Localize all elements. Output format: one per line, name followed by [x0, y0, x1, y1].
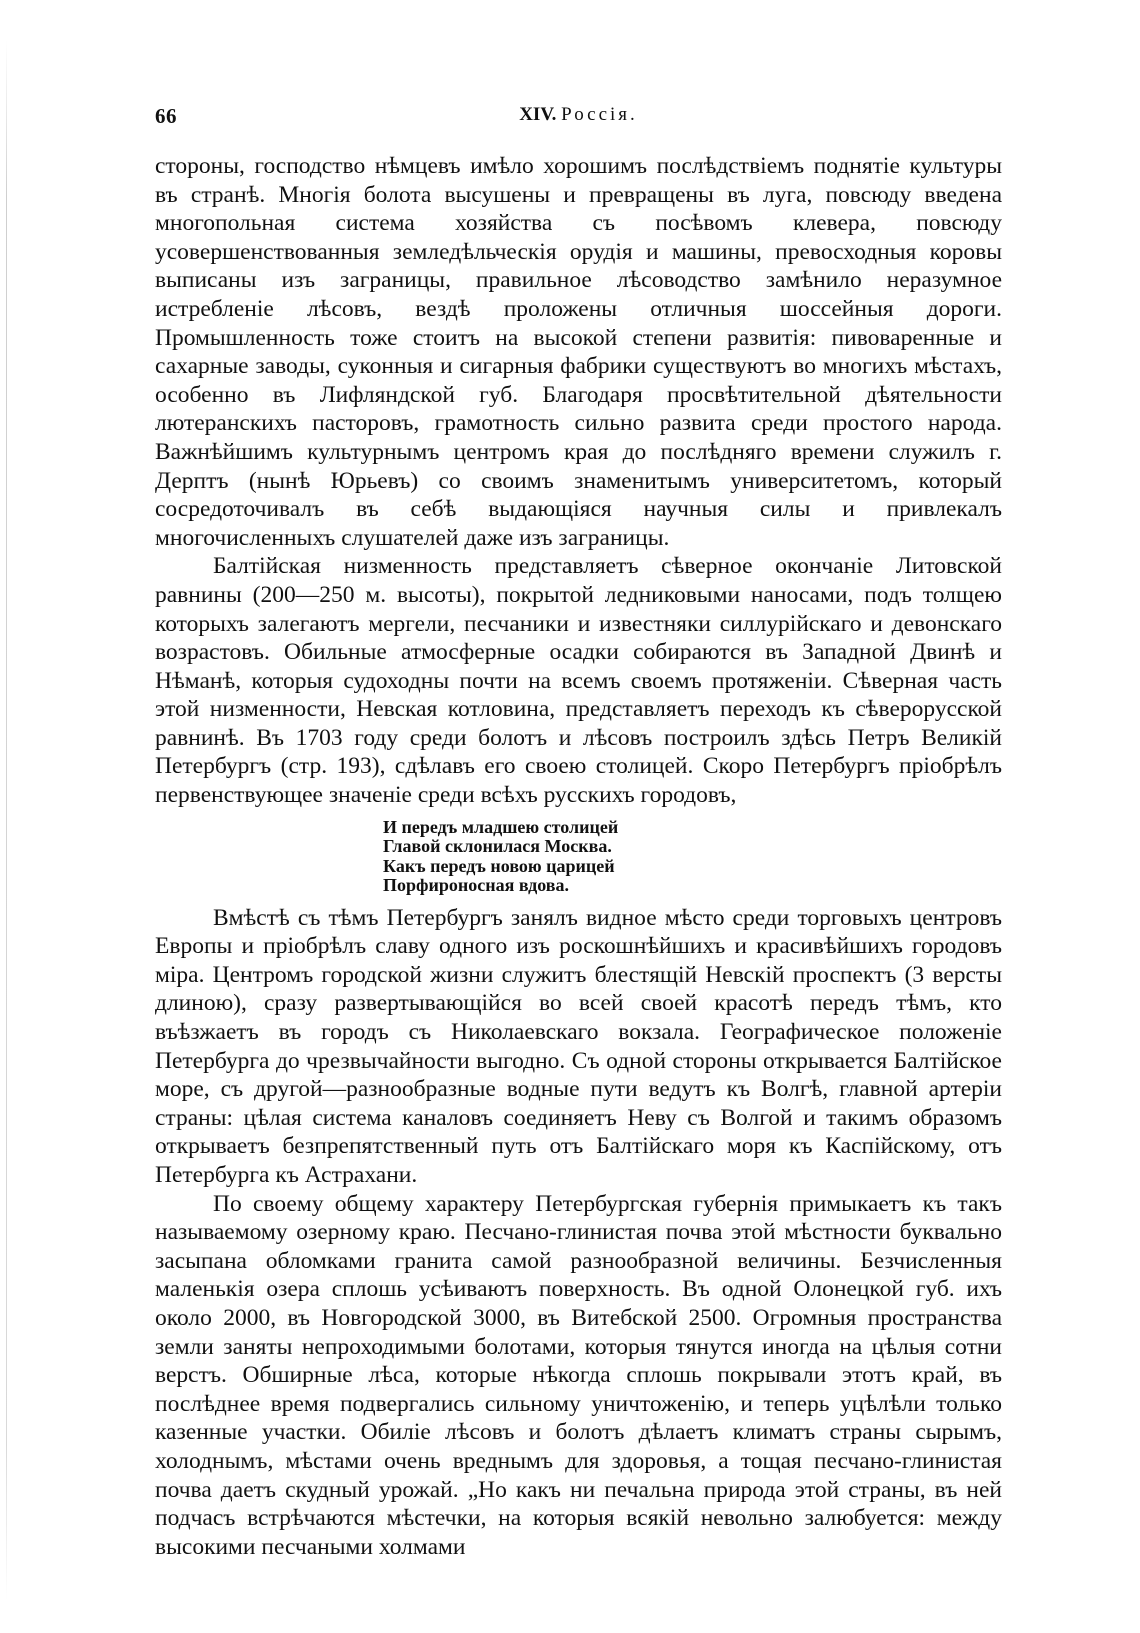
verse-line: Какъ передъ новою царицей: [383, 855, 615, 876]
paragraph-3: Вмѣстѣ съ тѣмъ Петербургъ занялъ видное мѣсто среди торговыхъ центровъ Европы и пріобрѣлъ славу одного изъ роскошнѣйшихъ и красивѣйшихъ городовъ міра. Центромъ городской жизни служитъ блестящій Невскій проспектъ (3 версты длиною), сразу развертывающійся во всей своей красотѣ передъ тѣмъ, кто въѣзжаетъ въ городъ съ Николаевскаго вокзала. Географическое положеніе Петербурга до чрезвычайности выгодно. Съ одной стороны открывается Балтійское море, съ другой—разнообразные водные пути ведутъ къ Волгѣ, главной артеріи страны: цѣлая система каналовъ соединяетъ Неву съ Волгой и такимъ образомъ открываетъ безпрепятственный путь отъ Балтійскаго моря къ Каспійскому, отъ Петербурга къ Астрахани.: [155, 904, 1002, 1188]
paragraph-2: Балтійская низменность представляетъ сѣверное окончаніе Литовской равнины (200—250 м. высоты), покрытой ледниковыми наносами, подъ толщею которыхъ залегаютъ мергели, песчаники и известняки силлурійскаго и девонскаго возрастовъ. Обильные атмосферные осадки собираются въ Западной Двинѣ и Нѣманѣ, которыя судоходны почти на всемъ своемъ протяженіи. Сѣверная часть этой низменности, Невская котловина, представляетъ переходъ къ сѣверорусской равнинѣ. Въ 1703 году среди болотъ и лѣсовъ построилъ здѣсь Петръ Великій Петербургъ (стр. 193), сдѣлавъ его своею столицей. Скоро Петербургъ пріобрѣлъ первенствующее значеніе среди всѣхъ русскихъ городовъ,: [155, 553, 1002, 809]
verse-line: Главой склонилася Москва.: [383, 836, 612, 857]
paragraph-4: По своему общему характеру Петербургская губернія примыкаетъ къ такъ называемому озерному краю. Песчано-глинистая почва этой мѣстности буквально засыпана обломками гранита самой разнообразной величины. Безчисленныя маленькія озера сплошь усѣиваютъ поверхность. Въ одной Олонецкой губ. ихъ около 2000, въ Новгородской 3000, въ Витебской 2500. Огромныя пространства земли заняты непроходимыми болотами, которыя тянутся иногда на цѣлыя сотни верстъ. Обширные лѣса, которые нѣкогда сплошь покрывали этотъ край, въ послѣднее время подвергались сильному уничтоженію, и теперь уцѣлѣли только казенные участки. Обиліе лѣсовъ и болотъ дѣлаетъ климатъ страны сырымъ, холоднымъ, мѣстами очень вреднымъ для здоровья, а тощая песчано-глинистая почва даетъ скудный урожай. „Но какъ ни печальна природа этой страны, въ ней подчасъ встрѣчаются мѣстечки, на которыя всякій невольно залюбуется: между высокими песчаными холмами: [155, 1190, 1002, 1560]
verse-line: Порфироносная вдова.: [383, 875, 569, 896]
running-head: [155, 104, 1002, 126]
scan-edge-mark: [6, 40, 7, 1600]
verse-line: И передъ младшею столицей: [383, 816, 619, 837]
section-number: XIV.: [519, 104, 557, 125]
body-text: [155, 152, 1002, 1561]
chapter-title: Россія.: [561, 104, 638, 125]
page-number: 66: [155, 104, 177, 128]
verse-quote: [383, 818, 1002, 896]
paragraph-1: стороны, господство нѣмцевъ имѣло хорошимъ послѣдствіемъ поднятіе культуры въ странѣ. Многія болота высушены и превращены въ луга, повсюду введена многопольная система хозяйства съ посѣвомъ клевера, повсюду усовершенствованныя земледѣльческія орудія и машины, превосходныя коровы выписаны изъ заграницы, правильное лѣсоводство замѣнило неразумное истребленіе лѣсовъ, вездѣ проложены отличныя шоссейныя дороги. Промышленность тоже стоитъ на высокой степени развитія: пивоваренные и сахарные заводы, суконныя и сигарныя фабрики существуютъ во многихъ мѣстахъ, особенно въ Лифляндской губ. Благодаря просвѣтительной дѣятельности лютеранскихъ пасторовъ, грамотность сильно развита среди простого народа. Важнѣйшимъ культурнымъ центромъ края до послѣдняго времени служилъ г. Дерптъ (нынѣ Юрьевъ) со своимъ знаменитымъ университетомъ, который сосредоточивалъ въ себѣ выдающіяся научныя силы и привлекалъ многочисленныхъ слушателей даже изъ заграницы.: [155, 153, 1002, 551]
page-header: [155, 104, 1002, 134]
